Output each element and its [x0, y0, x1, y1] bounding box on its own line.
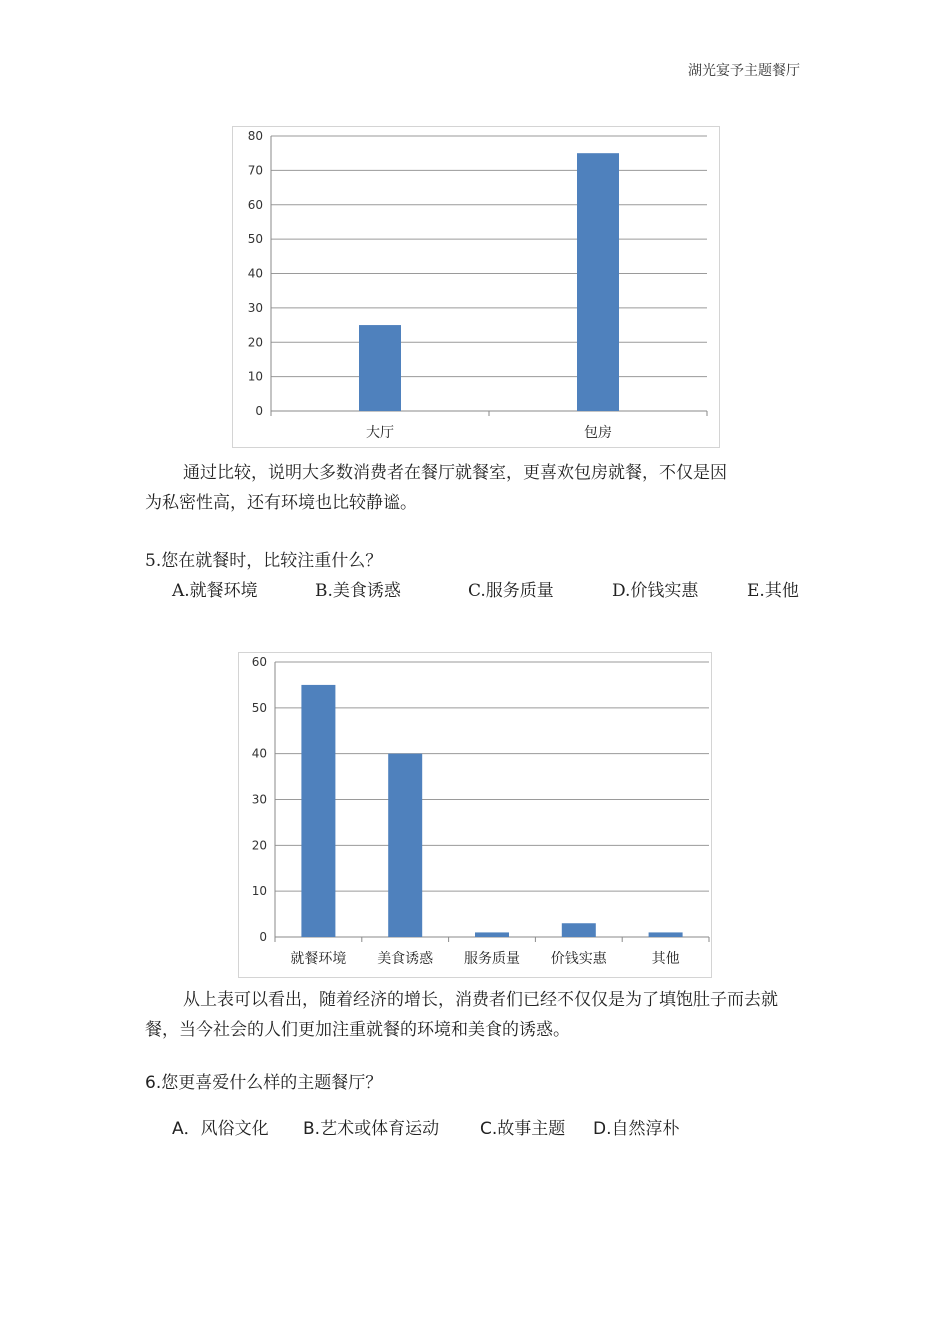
q6-option-a: A．风俗文化	[172, 1119, 269, 1139]
chart1-bar	[359, 325, 401, 411]
chart2-category-label: 美食诱惑	[377, 951, 434, 967]
chart2-svg	[239, 653, 711, 977]
question-6: 6.您更喜爱什么样的主题餐厅？	[145, 1073, 383, 1093]
chart1-ytick-label: 20	[247, 335, 263, 350]
chart1-ytick-label: 0	[255, 404, 263, 418]
chart1-ytick-label: 50	[247, 232, 263, 247]
q6-option-b: B.艺术或体育运动	[303, 1119, 440, 1139]
chart2-ytick-label: 30	[251, 792, 267, 807]
q5-option-c: C.服务质量	[468, 581, 554, 601]
chart1-ytick-label: 70	[247, 163, 263, 178]
paragraph-1-line-2: 为私密性高，还有环境也比较静谧。	[145, 493, 417, 513]
chart2-ytick-label: 60	[251, 655, 267, 669]
paragraph-conclusion-2	[145, 985, 800, 1045]
q5-option-b: B.美食诱惑	[315, 581, 401, 601]
chart2-ytick-label: 40	[251, 746, 267, 761]
chart2-ytick-label: 0	[259, 930, 267, 944]
chart1-ytick-label: 40	[247, 266, 263, 281]
paragraph-2-line-2: 餐，当今社会的人们更加注重就餐的环境和美食的诱惑。	[145, 1020, 570, 1040]
paragraph-1-line-1: 通过比较，说明大多数消费者在餐厅就餐室，更喜欢包房就餐，不仅是因	[183, 463, 727, 483]
question-5: 5.您在就餐时，比较注重什么？	[145, 551, 383, 571]
chart2-bar	[475, 932, 509, 937]
chart1-ytick-label: 30	[247, 300, 263, 315]
chart2-bar	[388, 754, 422, 937]
q5-option-d: D.价钱实惠	[612, 581, 699, 601]
chart2-category-label: 其他	[651, 951, 680, 967]
q5-option-e: E.其他	[747, 581, 799, 601]
document-header: 湖光宴予主题餐厅	[688, 63, 800, 79]
chart2-ytick-label: 50	[251, 700, 267, 715]
paragraph-conclusion-1	[145, 458, 800, 518]
chart-dining-priorities	[238, 652, 712, 978]
chart1-ytick-label: 80	[247, 129, 263, 143]
chart2-bar	[649, 932, 683, 937]
q5-option-a: A.就餐环境	[172, 581, 258, 601]
chart2-bar	[562, 923, 596, 937]
paragraph-2-line-1: 从上表可以看出，随着经济的增长，消费者们已经不仅仅是为了填饱肚子而去就	[183, 990, 778, 1010]
chart2-bar	[301, 685, 335, 937]
chart2-ytick-label: 20	[251, 838, 267, 853]
chart-dining-area	[232, 126, 720, 448]
chart2-category-label: 价钱实惠	[550, 951, 607, 967]
chart1-ytick-label: 10	[247, 369, 263, 384]
chart2-category-label: 就餐环境	[290, 951, 347, 967]
chart1-category-label: 大厅	[366, 425, 394, 441]
chart2-ytick-label: 10	[251, 884, 267, 899]
chart1-bar	[577, 153, 619, 411]
chart1-svg	[233, 127, 719, 447]
chart1-ytick-label: 60	[247, 197, 263, 212]
chart1-category-label: 包房	[584, 425, 612, 441]
q6-option-c: C.故事主题	[480, 1119, 566, 1139]
chart2-category-label: 服务质量	[464, 951, 520, 967]
q6-option-d: D.自然淳朴	[593, 1119, 680, 1139]
